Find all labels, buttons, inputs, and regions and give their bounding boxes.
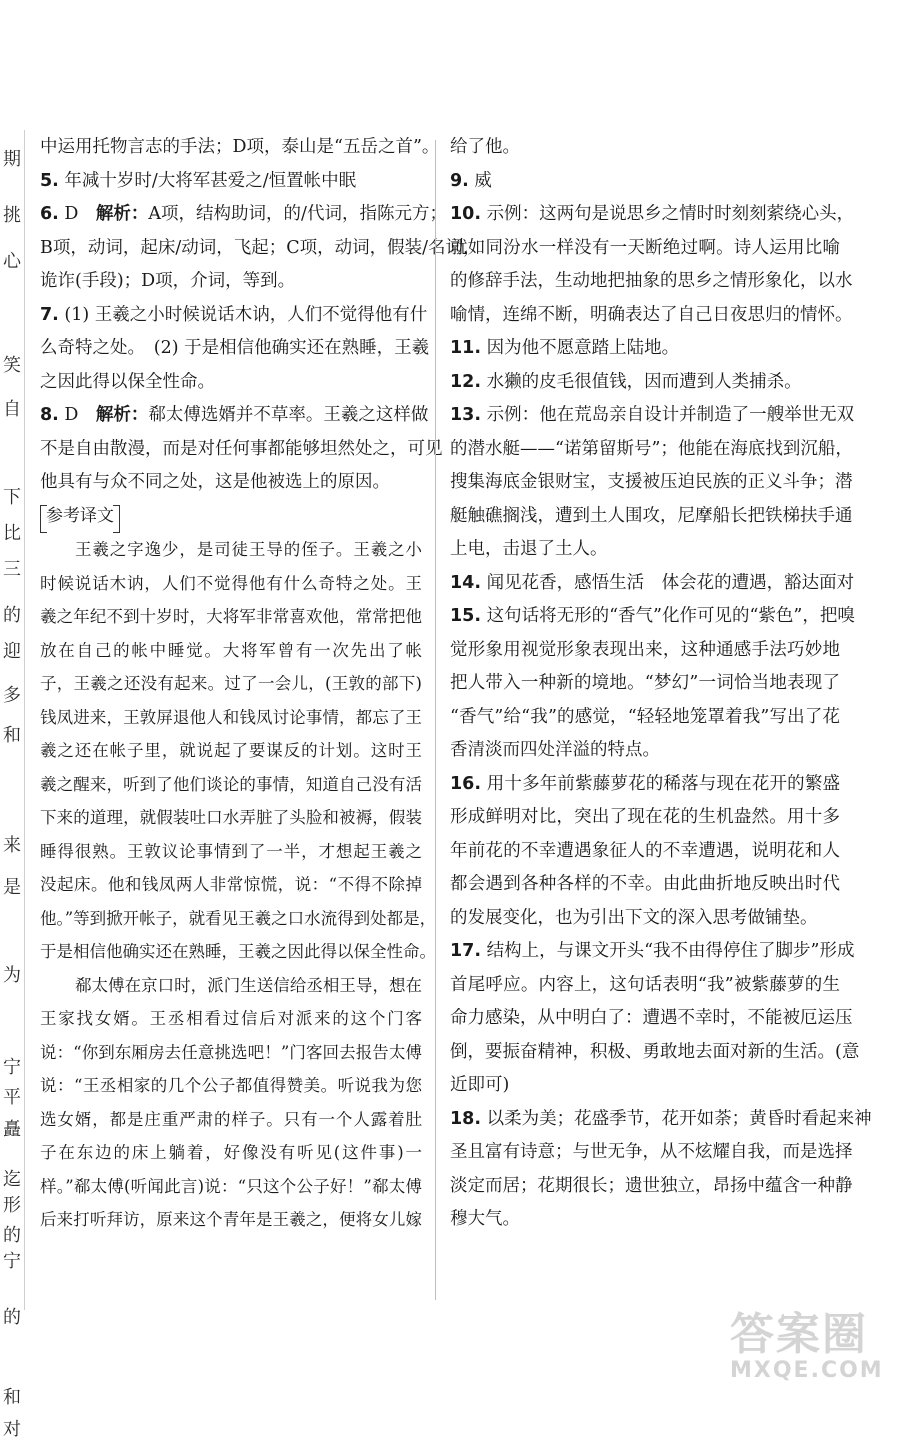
answer-line: 把人带入一种新的境地。“梦幻”一词恰当地表现了 — [450, 673, 840, 693]
edge-character: 自 — [3, 399, 21, 420]
answer-line: 觉形象用视觉形象表现出来，这种通感手法巧妙地 — [450, 639, 840, 660]
adjacent-page-edge — [0, 130, 25, 1440]
edge-character: 为 — [3, 965, 21, 986]
watermark-logo-text: 答案圈 — [730, 1309, 868, 1360]
translation-line: 羲之醒来，听到了他们谈论的事情，知道自己没有活 — [40, 774, 422, 794]
translation-line: 王羲之字逸少，是司徒王导的侄子。王羲之小 — [75, 540, 422, 559]
answer-9: 9. 威 — [450, 170, 492, 191]
answer-column-right — [450, 131, 872, 1237]
analysis-keyword: 解析： — [95, 204, 149, 224]
edge-character: 三 — [3, 559, 21, 580]
answer-line: 穆大气。 — [450, 1209, 520, 1229]
answer-6: 6. D 解析：A项，结构助词，的/代词，指陈元方； — [40, 204, 447, 224]
answer-line: 年前花的不幸遭遇象征人的不幸遭遇，说明花和人 — [450, 840, 840, 861]
answer-line: “香气”给“我”的感觉，“轻轻地笼罩着我”写出了花 — [450, 706, 840, 727]
answer-18: 18. 以柔为美；花盛季节，花开如荼；黄昏时看起来神 — [450, 1108, 872, 1129]
answer-line: 他具有与众不同之处，这是他被选上的原因。 — [40, 472, 390, 492]
question-number: 8. — [40, 405, 59, 425]
answer-line: 倒，要振奋精神，积极、勇敢地去面对新的生活。(意 — [450, 1041, 860, 1062]
question-number: 11. — [450, 338, 482, 358]
translation-line: 王家找女婿。王丞相看过信后对派来的这个门客 — [40, 1009, 422, 1028]
answer-line: 命力感染，从中明白了：遭遇不幸时，不能被厄运压 — [450, 1008, 853, 1028]
answer-7: 7. (1) 王羲之小时候说话木讷，人们不觉得他有什 — [40, 304, 428, 325]
edge-character: 迄 — [3, 1169, 21, 1190]
translation-line: 钱凤进来，王敦屏退他人和钱凤讨论事情，都忘了王 — [40, 707, 422, 727]
translation-line: 睡得很熟。王敦议论事情到了一半，才想起王羲之 — [40, 841, 422, 861]
translation-line: 放在自己的帐中睡觉。大将军曾有一次先出了帐 — [40, 640, 422, 660]
question-number: 5. — [40, 170, 59, 191]
edge-character: 下 — [3, 487, 21, 508]
edge-character: 平 — [3, 1087, 21, 1108]
translation-line: 下来的道理，就假装吐口水弄脏了头脸和被褥，假装 — [40, 808, 422, 827]
answer-line: 的修辞手法，生动地把抽象的思乡之情形象化，以水 — [450, 271, 853, 291]
translation-heading-row — [40, 500, 422, 534]
answer-line: 喻情，连绵不断，明确表达了自己日夜思归的情怀。 — [450, 304, 853, 325]
answer-line: 艇触礁搁浅，遭到土人围攻，尼摩船长把铁梯扶手通 — [450, 505, 853, 526]
watermark-url: MXQE.COM — [730, 1358, 884, 1383]
answer-16: 16. 用十多年前紫藤萝花的稀落与现在花开的繁盛 — [450, 773, 840, 794]
question-number: 12. — [450, 371, 482, 392]
answer-line: 搜集海底金银财宝，支援被压迫民族的正义斗争；潜 — [450, 472, 853, 492]
question-number: 9. — [450, 170, 469, 191]
translation-line: 子，王羲之还没有起来。过了一会儿，(王敦的部下) — [40, 674, 422, 693]
question-number: 16. — [450, 773, 482, 794]
answer-line: 么奇特之处。 (2) 于是相信他确实还在熟睡，王羲 — [40, 338, 430, 358]
translation-line: 他。”等到掀开帐子，就看见王羲之口水流得到处都是， — [40, 908, 437, 928]
question-number: 14. — [450, 572, 482, 593]
answer-8: 8. D 解析：郗太傅选婿并不草率。王羲之这样做 — [40, 405, 429, 425]
question-number: 7. — [40, 304, 59, 325]
edge-character: 宁 — [3, 1057, 21, 1078]
answer-line: 的发展变化，也为引出下文的深入思考做铺垫。 — [450, 907, 818, 928]
translation-line: 后来打听拜访，原来这个青年是王羲之，便将女儿嫁 — [40, 1210, 422, 1229]
question-number: 10. — [450, 204, 482, 224]
question-number: 15. — [450, 606, 482, 626]
edge-character: 多 — [3, 685, 21, 706]
translation-line: 羲之年纪不到十岁时，大将军非常喜欢他，常常把他 — [40, 607, 422, 626]
edge-character: 是 — [3, 877, 21, 898]
answer-line: 近即可) — [450, 1075, 510, 1095]
answer-11: 11. 因为他不愿意踏上陆地。 — [450, 338, 680, 358]
edge-character: 挑 — [3, 205, 21, 226]
translation-line: 羲之还在帐子里，就说起了要谋反的计划。这时王 — [40, 741, 422, 760]
edge-character: 形 — [3, 1195, 21, 1216]
edge-character: 和 — [3, 1387, 21, 1408]
answer-line: 诡诈(手段)；D项，介词，等到。 — [40, 271, 296, 291]
column-divider — [435, 140, 436, 1300]
answer-14: 14. 闻见花香，感悟生活 体会花的遭遇，豁达面对 — [450, 572, 855, 593]
edge-character: 的 — [3, 1307, 21, 1328]
edge-character: 笑 — [3, 355, 21, 376]
translation-line: 样。”郗太傅(听闻此言)说：“只这个公子好！”郗太傅 — [40, 1176, 422, 1196]
answer-15: 15. 这句话将无形的“香气”化作可见的“紫色”，把嗅 — [450, 606, 855, 626]
translation-line: 说：“你到东厢房去任意挑选吧！”门客回去报告太傅 — [40, 1042, 422, 1062]
question-number: 18. — [450, 1108, 482, 1129]
translation-line: 没起床。他和钱凤两人非常惊慌，说：“不得不除掉 — [40, 875, 422, 894]
answer-10: 10. 示例：这两句是说思乡之情时时刻刻萦绕心头， — [450, 204, 855, 224]
translation-line: 说：“王丞相家的几个公子都值得赞美。听说我为您 — [40, 1076, 422, 1095]
answer-line: 香清淡而四处洋溢的特点。 — [450, 740, 660, 760]
answer-12: 12. 水獭的皮毛很值钱，因而遭到人类捕杀。 — [450, 371, 802, 392]
answer-line: 不是自由散漫，而是对任何事都能够坦然处之，可见 — [40, 438, 443, 459]
edge-character: 比 — [3, 523, 21, 544]
answer-line: 的潜水艇——“诺第留斯号”；他能在海底找到沉船， — [450, 438, 853, 459]
question-number: 6. — [40, 204, 59, 224]
answer-line: 就如同汾水一样没有一天断绝过啊。诗人运用比喻 — [450, 237, 840, 258]
answer-line: 中运用托物言志的手法；D项，泰山是“五岳之首”。 — [40, 137, 440, 157]
translation-line: 子在东边的床上躺着，好像没有听见(这件事)一 — [40, 1143, 422, 1162]
translation-heading: 参考译文 — [40, 503, 120, 529]
answer-17: 17. 结构上，与课文开头“我不由得停住了脚步”形成 — [450, 941, 855, 961]
answer-line: 给了他。 — [450, 137, 520, 157]
answer-line: B项，动词，起床/动词，飞起；C项，动词，假装/名词， — [40, 237, 481, 258]
edge-character: 宁 — [3, 1251, 21, 1272]
answer-line: 都会遇到各种各样的不幸。由此曲折地反映出时代 — [450, 874, 840, 894]
answer-line: 上电，击退了土人。 — [450, 539, 608, 559]
edge-character: 对 — [3, 1419, 21, 1440]
edge-character: 期 — [3, 149, 21, 170]
answer-line: 形成鲜明对比，突出了现在花的生机盎然。用十多 — [450, 807, 840, 827]
watermark — [730, 1309, 895, 1388]
analysis-keyword: 解析： — [95, 405, 149, 425]
answer-line: 淡定而居；花期很长；遗世独立，昂扬中蕴含一种静 — [450, 1175, 853, 1196]
edge-character: 的 — [3, 605, 21, 626]
edge-character: 矗 — [3, 1119, 21, 1140]
edge-character: 心 — [3, 251, 21, 272]
answer-13: 13. 示例：他在荒岛亲自设计并制造了一艘举世无双 — [450, 405, 855, 425]
question-number: 17. — [450, 941, 482, 961]
question-number: 13. — [450, 405, 482, 425]
translation-line: 郗太傅在京口时，派门生送信给丞相王导，想在 — [75, 975, 422, 995]
translation-line: 选女婿，都是庄重严肃的样子。只有一个人露着肚 — [40, 1109, 422, 1129]
edge-character: 和 — [3, 725, 21, 746]
answer-line: 圣且富有诗意；与世无争，从不炫耀自我，而是选择 — [450, 1142, 853, 1162]
answer-line: 之因此得以保全性命。 — [40, 371, 215, 392]
translation-line: 时候说话木讷，人们不觉得他有什么奇特之处。王 — [40, 573, 422, 593]
edge-character: 的 — [3, 1225, 21, 1246]
translation-line: 于是相信他确实还在熟睡，王羲之因此得以保全性命。 — [40, 942, 436, 961]
answer-5: 5. 年减十岁时/大将军甚爱之/恒置帐中眠 — [40, 170, 357, 191]
edge-character: 来 — [3, 835, 21, 856]
answer-line: 首尾呼应。内容上，这句话表明“我”被紫藤萝的生 — [450, 974, 840, 995]
edge-character: 迎 — [3, 641, 21, 662]
